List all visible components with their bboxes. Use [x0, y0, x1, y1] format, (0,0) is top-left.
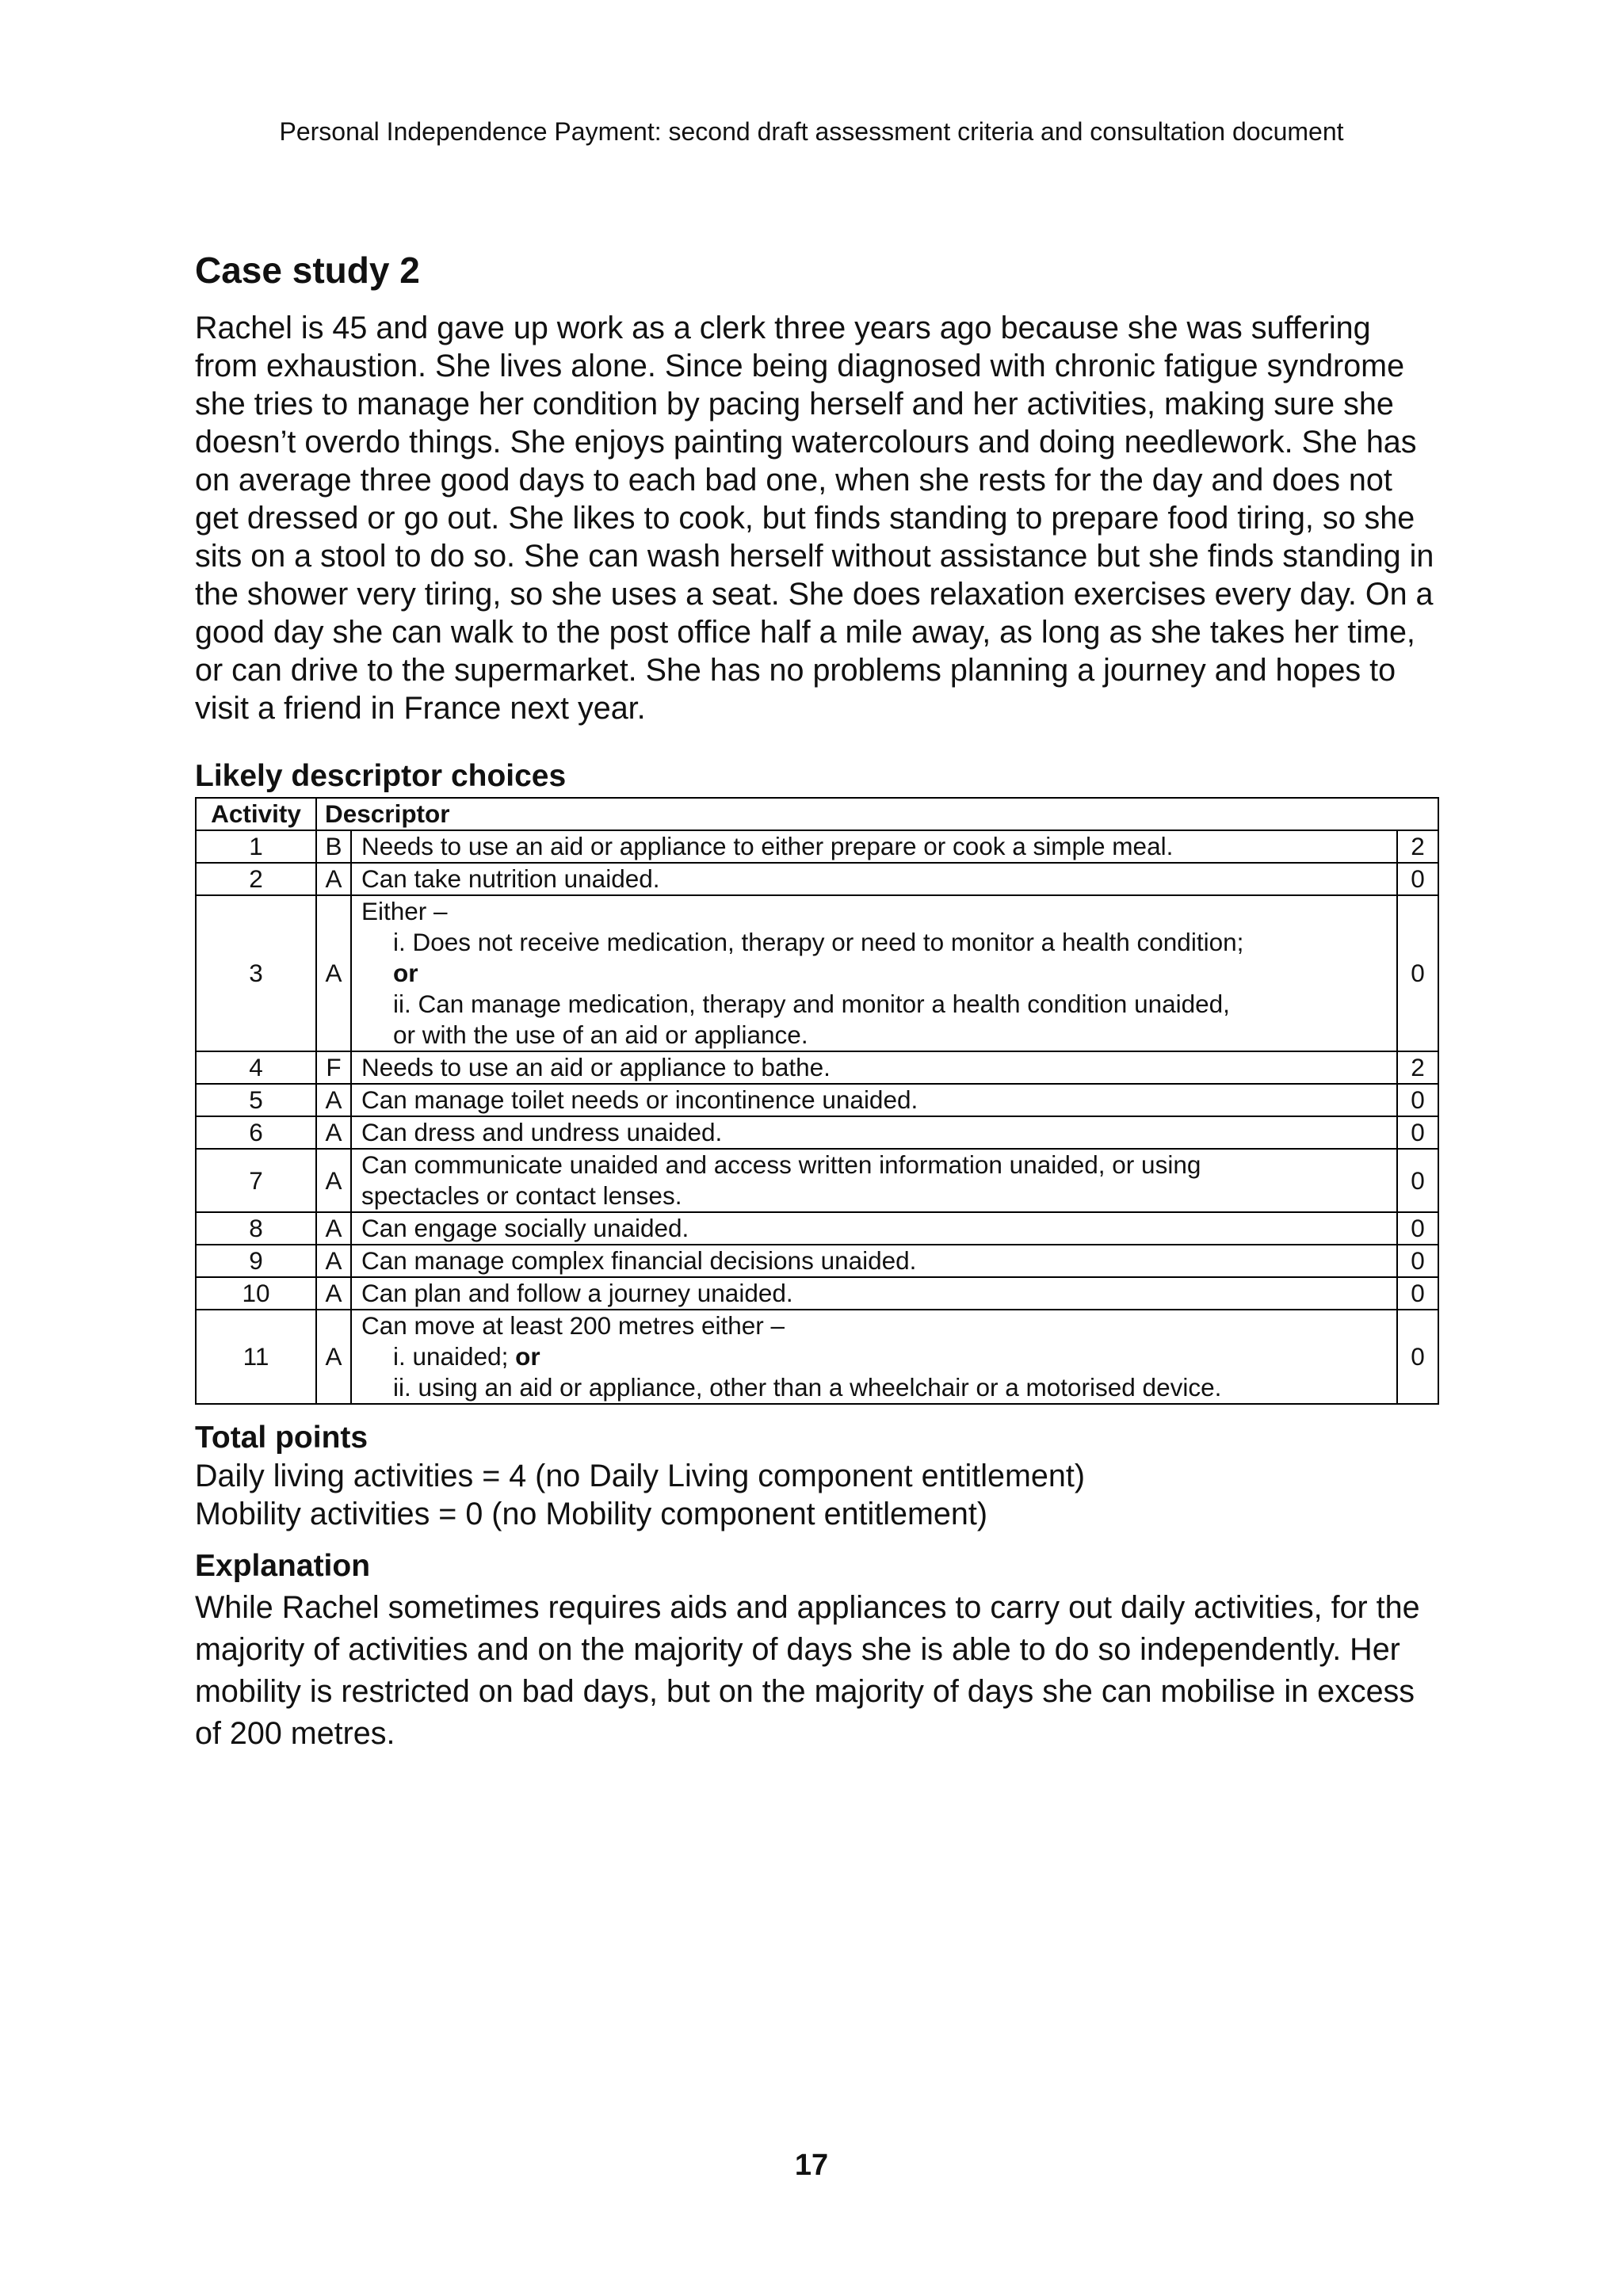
activity-number: 3	[196, 895, 316, 1051]
table-row	[196, 1212, 1438, 1245]
points: 2	[1397, 830, 1438, 863]
descriptor-option-ii-cont: or with the use of an aid or appliance.	[393, 1020, 808, 1049]
descriptor-code: A	[316, 1310, 351, 1404]
case-description: Rachel is 45 and gave up work as a clerk three years ago because she was suffering from exhaustion. She lives alone. Since being diagnosed with chronic fatigue syndrome she tries to manage her condition by pacing herself and her activities, making sure she doesn’t overdo things. She enjoys painting watercolours and doing needlework. She has on average three good days to each bad one, when she rests for the day and does not get dressed or go out. She likes to cook, but finds standing to prepare food tiring, so she sits on a stool to do so. She can wash herself without assistance but she finds standing in the shower very tiring, so she uses a seat. She does relaxation exercises every day. On a good day she can walk to the post office half a mile away, as long as she takes her time, or can drive to the supermarket. She has no problems planning a journey and hopes to visit a friend in France next year.	[195, 311, 1434, 726]
option-i-text: i. unaided;	[393, 1342, 509, 1371]
activity-number: 10	[196, 1277, 316, 1310]
activity-number: 1	[196, 830, 316, 863]
table-row	[196, 1051, 1438, 1084]
points: 2	[1397, 1051, 1438, 1084]
total-points-heading: Total points	[195, 1421, 369, 1455]
descriptor-text: Can manage toilet needs or incontinence unaided.	[351, 1084, 1397, 1116]
points: 0	[1397, 1310, 1438, 1404]
activity-number: 8	[196, 1212, 316, 1245]
descriptor-or: or	[393, 959, 418, 987]
descriptor-code: A	[316, 1212, 351, 1245]
descriptor-code: A	[316, 895, 351, 1051]
page-header: Personal Independence Payment: second draft assessment criteria and consultation document	[279, 117, 1344, 146]
document-body	[195, 247, 1439, 1755]
table-row	[196, 1310, 1438, 1404]
descriptor-text: Can take nutrition unaided.	[351, 863, 1397, 895]
activity-number: 11	[196, 1310, 316, 1404]
activity-number: 2	[196, 863, 316, 895]
daily-living-total: Daily living activities = 4 (no Daily Living component entitlement)	[195, 1459, 1085, 1493]
descriptor-text: Needs to use an aid or appliance to bathe.	[351, 1051, 1397, 1084]
activity-number: 9	[196, 1245, 316, 1277]
descriptor-code: A	[316, 863, 351, 895]
descriptor-text: Needs to use an aid or appliance to either prepare or cook a simple meal.	[351, 830, 1397, 863]
descriptor-text	[351, 895, 1397, 1051]
descriptor-code: F	[316, 1051, 351, 1084]
table-row	[196, 1116, 1438, 1149]
descriptor-intro: Either –	[361, 897, 448, 925]
activity-number: 5	[196, 1084, 316, 1116]
points: 0	[1397, 1277, 1438, 1310]
descriptor-code: A	[316, 1245, 351, 1277]
activity-number: 6	[196, 1116, 316, 1149]
page-number: 17	[794, 2149, 829, 2182]
explanation-text: While Rachel sometimes requires aids and appliances to carry out daily activities, for the majority of activities and on the majority of days she is able to do so independently. Her mobility is restricted on bad days, but on the majority of days she can mobilise in excess of 200 metres.	[195, 1590, 1420, 1751]
table-row	[196, 1149, 1438, 1212]
table-row	[196, 1084, 1438, 1116]
table-header-row	[196, 798, 1438, 830]
case-study-title: Case study 2	[195, 250, 420, 291]
descriptor-text: Can dress and undress unaided.	[351, 1116, 1397, 1149]
table-row	[196, 1277, 1438, 1310]
mobility-total: Mobility activities = 0 (no Mobility component entitlement)	[195, 1497, 987, 1531]
points: 0	[1397, 1212, 1438, 1245]
descriptor-line-2: spectacles or contact lenses.	[361, 1181, 682, 1210]
descriptor-table	[195, 797, 1439, 1405]
likely-descriptor-heading: Likely descriptor choices	[195, 759, 567, 793]
descriptor-text: Can engage socially unaided.	[351, 1212, 1397, 1245]
descriptor-option-ii: ii. Can manage medication, therapy and monitor a health condition unaided,	[393, 990, 1230, 1018]
table-row	[196, 863, 1438, 895]
activity-column-header: Activity	[196, 798, 316, 830]
activity-number: 7	[196, 1149, 316, 1212]
descriptor-code: B	[316, 830, 351, 863]
descriptor-option-i	[361, 1341, 1387, 1372]
descriptor-code: A	[316, 1084, 351, 1116]
points: 0	[1397, 1116, 1438, 1149]
descriptor-option-ii: ii. using an aid or appliance, other than a wheelchair or a motorised device.	[393, 1373, 1222, 1402]
descriptor-code: A	[316, 1149, 351, 1212]
points: 0	[1397, 1084, 1438, 1116]
descriptor-column-header: Descriptor	[316, 798, 1438, 830]
descriptor-line-1: Can communicate unaided and access written information unaided, or using	[361, 1150, 1201, 1179]
table-row	[196, 895, 1438, 1051]
descriptor-option-i: i. Does not receive medication, therapy or need to monitor a health condition;	[393, 928, 1244, 956]
descriptor-code: A	[316, 1116, 351, 1149]
descriptor-text: Can manage complex financial decisions unaided.	[351, 1245, 1397, 1277]
table-row	[196, 830, 1438, 863]
activity-number: 4	[196, 1051, 316, 1084]
descriptor-text: Can plan and follow a journey unaided.	[351, 1277, 1397, 1310]
table-row	[196, 1245, 1438, 1277]
descriptor-text	[351, 1310, 1397, 1404]
points: 0	[1397, 895, 1438, 1051]
explanation-heading: Explanation	[195, 1549, 371, 1583]
descriptor-intro: Can move at least 200 metres either –	[361, 1311, 785, 1340]
descriptor-or: or	[515, 1342, 540, 1371]
points: 0	[1397, 1245, 1438, 1277]
points: 0	[1397, 863, 1438, 895]
points: 0	[1397, 1149, 1438, 1212]
descriptor-code: A	[316, 1277, 351, 1310]
descriptor-text	[351, 1149, 1397, 1212]
